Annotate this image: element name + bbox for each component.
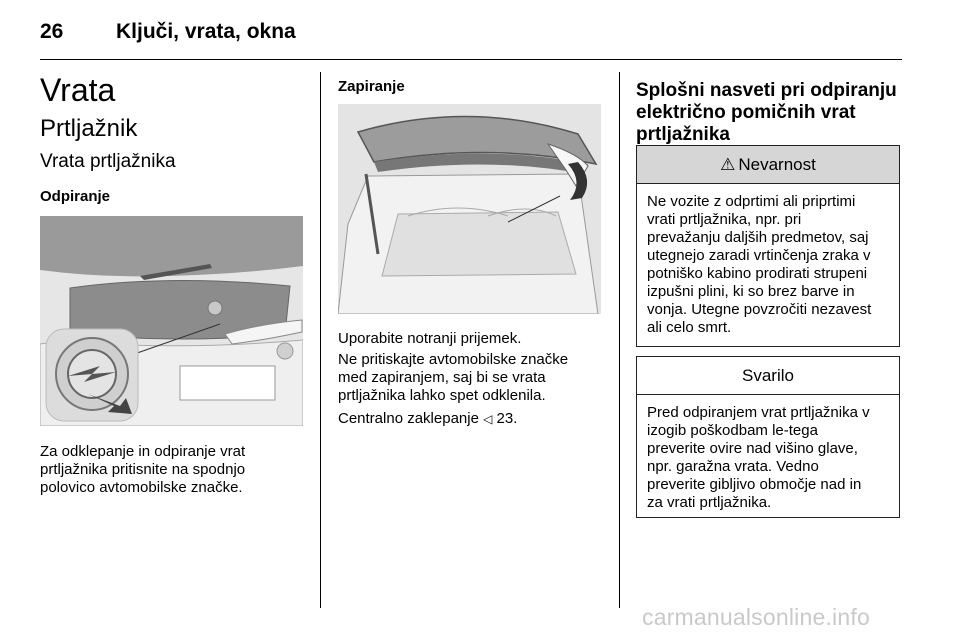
text-line: utegnejo zaradi vrtinčenja zraka v — [647, 247, 871, 264]
opening-caption — [40, 443, 310, 497]
chapter-title: Ključi, vrata, okna — [116, 20, 296, 43]
danger-box — [636, 145, 900, 347]
closing-illustration — [338, 104, 601, 314]
subsection-heading-prtljaznik: Prtljažnik — [40, 115, 138, 142]
closing-para-2 — [338, 351, 608, 405]
heading-odpiranje: Odpiranje — [40, 188, 111, 205]
caution-box-body — [637, 395, 899, 512]
text-line: Za odklepanje in odpiranje vrat — [40, 443, 246, 460]
xref-arrow-icon: ◁ — [483, 412, 493, 426]
text-line: Ne vozite z odprtimi ali priprtimi — [647, 193, 856, 210]
text-line: prtljažnika pritisnite na spodnjo — [40, 461, 246, 478]
danger-box-header — [637, 146, 899, 184]
column-divider-1 — [320, 72, 321, 608]
general-tips-heading — [636, 80, 906, 146]
text-line: polovico avtomobilske značke. — [40, 479, 243, 496]
text-line: preverite gibljivo območje nad in — [647, 476, 862, 493]
caution-label: Svarilo — [742, 365, 794, 385]
text-line: Pred odpiranjem vrat prtljažnika v — [647, 404, 870, 421]
page-number: 26 — [40, 20, 64, 43]
text-line: potniško kabino prodirati strupeni — [647, 265, 868, 282]
cross-reference[interactable] — [338, 410, 608, 428]
text-line: prevažanju daljših predmetov, saj — [647, 229, 869, 246]
xref-text: Centralno zaklepanje — [338, 410, 479, 427]
text-line: izogib poškodbam le-tega — [647, 422, 818, 439]
text-line: preverite ovire nad višino glave, — [647, 440, 858, 457]
text-line: vrati prtljažnika, npr. pri — [647, 211, 802, 228]
heading-line: prtljažnika — [636, 124, 730, 145]
text-line: za vrati prtljažnika. — [647, 494, 772, 511]
xref-page: 23. — [496, 410, 518, 427]
column-divider-2 — [619, 72, 620, 608]
text-line: Ne pritiskajte avtomobilske značke — [338, 351, 569, 368]
text-line: izpušni plini, ki so brez barve in — [647, 283, 855, 300]
caution-box-header — [637, 357, 899, 395]
caution-box — [636, 356, 900, 518]
header-divider — [40, 59, 902, 60]
text-line: prtljažnika lahko spet odklenila. — [338, 387, 546, 404]
danger-label: Nevarnost — [738, 154, 816, 174]
text-line: npr. garažna vrata. Vedno — [647, 458, 819, 475]
opening-illustration — [40, 216, 303, 426]
text-line: med zapiranjem, saj bi se vrata — [338, 369, 546, 386]
heading-line: Splošni nasveti pri odpiranju — [636, 80, 897, 101]
heading-vrata-prtljaznika: Vrata prtljažnika — [40, 151, 176, 172]
watermark: carmanualsonline.info — [642, 604, 870, 630]
heading-line: električno pomičnih vrat — [636, 102, 856, 123]
warning-triangle-icon: ⚠ — [720, 154, 736, 174]
heading-zapiranje: Zapiranje — [338, 78, 405, 95]
closing-para-1: Uporabite notranji prijemek. — [338, 330, 522, 347]
text-line: vonja. Utegne povzročiti nezavest — [647, 301, 872, 318]
text-line: ali celo smrt. — [647, 319, 732, 336]
section-heading-vrata: Vrata — [40, 72, 116, 108]
danger-box-body — [637, 184, 899, 337]
